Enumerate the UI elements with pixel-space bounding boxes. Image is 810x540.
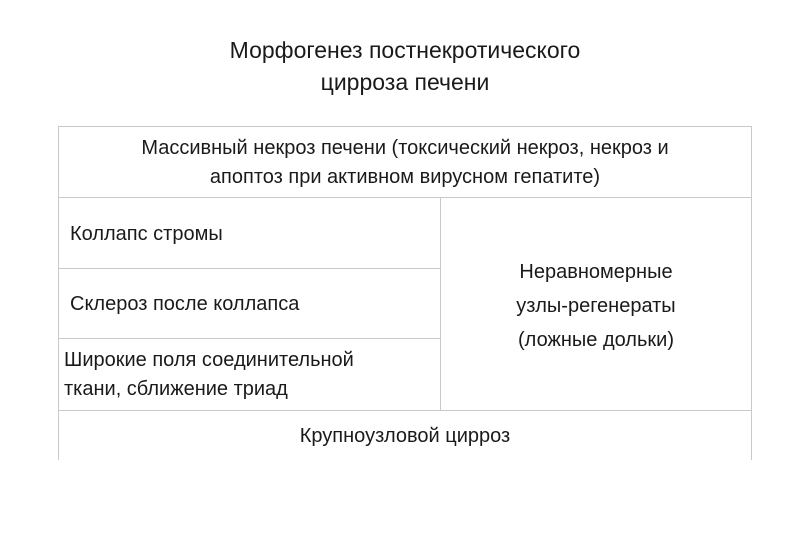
table-border-top [58, 126, 752, 127]
cell-regenerative-nodules-line-1: Неравномерные [519, 261, 673, 283]
cell-stroma-collapse-text: Коллапс стромы [70, 223, 223, 245]
cell-massive-necrosis-line-2: апоптоз при активном вирусном гепатите) [209, 166, 601, 188]
cell-regenerative-nodules [441, 255, 751, 357]
cell-connective-tissue-line-2: ткани, сближение триад [64, 378, 288, 400]
cell-sclerosis-text: Склероз после коллапса [70, 293, 300, 315]
slide-title-line-2: цирроза печени [320, 69, 490, 95]
morphogenesis-table [58, 126, 752, 460]
cell-sclerosis-after-collapse [70, 290, 430, 319]
cell-macronodular-cirrhosis [58, 422, 752, 451]
cell-macronodular-cirrhosis-text: Крупноузловой цирроз [299, 425, 511, 447]
slide-title [0, 34, 810, 98]
table-row-divider-1 [58, 197, 752, 198]
cell-regenerative-nodules-line-2: узлы-регенераты [516, 295, 676, 317]
cell-massive-necrosis-line-1: Массивный некроз печени (токсический некроз, некроз и [141, 137, 669, 159]
cell-stroma-collapse [70, 220, 430, 249]
cell-connective-tissue-line-1: Широкие поля соединительной [64, 349, 354, 371]
cell-massive-necrosis [58, 134, 752, 192]
table-row-divider-4 [58, 410, 752, 411]
cell-regenerative-nodules-line-3: (ложные дольки) [518, 329, 674, 351]
cell-connective-tissue-fields [64, 346, 436, 404]
slide-title-line-1: Морфогенез постнекротического [229, 37, 581, 63]
table-row-divider-2 [58, 268, 440, 269]
table-row-divider-3 [58, 338, 440, 339]
